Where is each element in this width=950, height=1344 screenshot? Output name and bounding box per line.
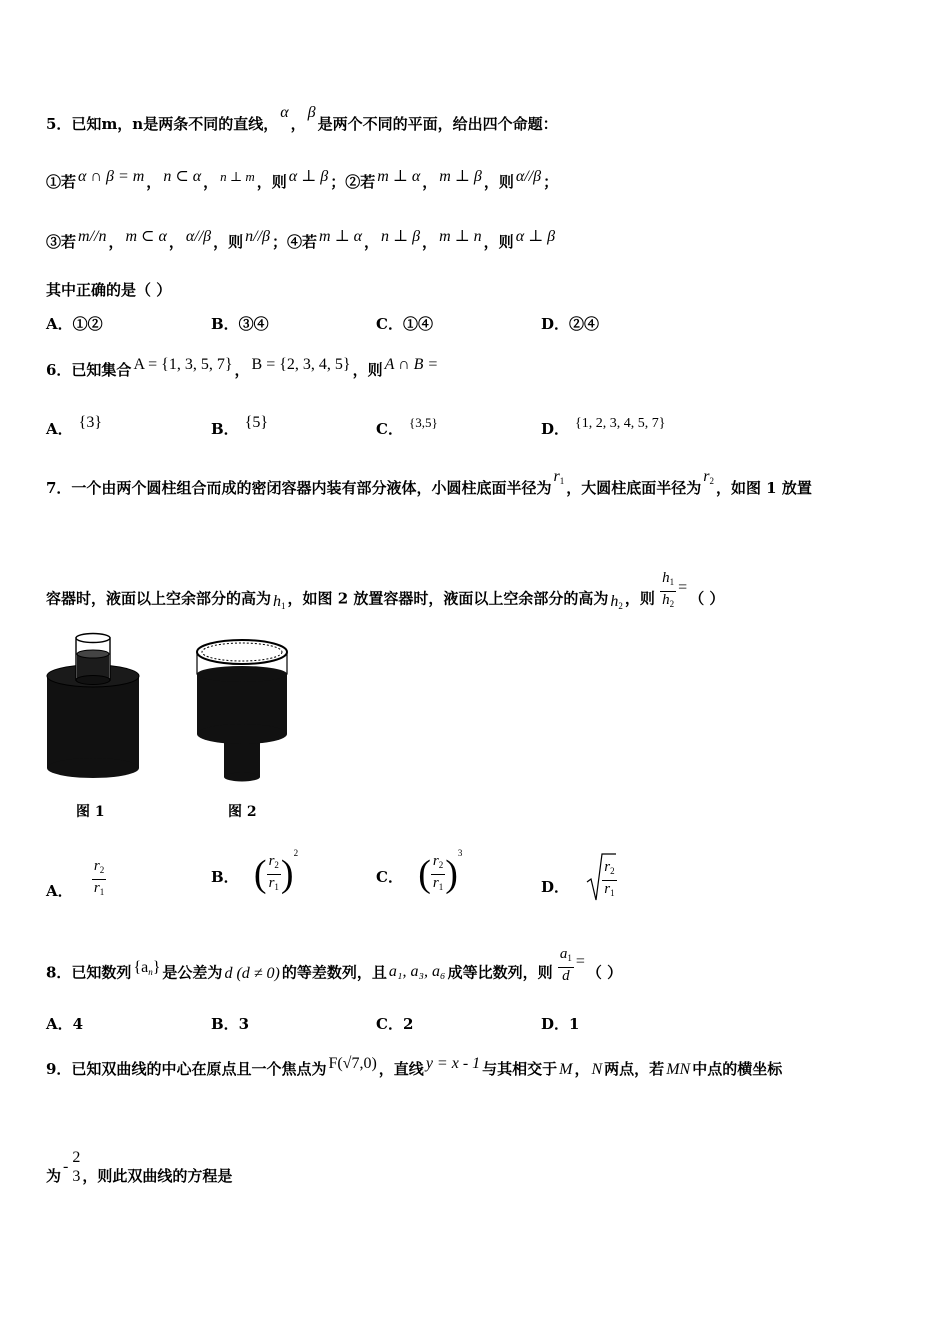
q5-option-d[interactable]: D．②④ bbox=[541, 315, 600, 333]
figure-1-container bbox=[44, 632, 144, 782]
q8-option-a[interactable]: A．4 bbox=[46, 1015, 84, 1033]
q7-stem-line1: 7．一个由两个圆柱组合而成的密闭容器内装有部分液体，小圆柱底面半径为$r_1$ ，大圆柱底面半径为$r_2$ ，如图 1 放置 bbox=[46, 468, 812, 497]
figure-2-caption: 图 2 bbox=[228, 804, 257, 820]
q9-stem-line1: 9．已知双曲线的中心在原点且一个焦点为 F(√7,0) ，直线 y = x - 1 与其相交于 M ， N 两点，若 MN 中点的横坐标 bbox=[46, 1055, 783, 1078]
q7-option-a[interactable]: A． $\frac{r_2}{r_1}$ bbox=[46, 858, 105, 900]
q6-option-b[interactable]: B． {5} bbox=[211, 414, 269, 438]
q8-option-c[interactable]: C．2 bbox=[376, 1015, 414, 1033]
q5-option-a[interactable]: A．①② bbox=[46, 315, 103, 333]
q8-ratio-fraction: $\frac{a_1}{d}$ bbox=[559, 946, 572, 984]
q5-question: 其中正确的是（ ） bbox=[46, 281, 172, 299]
figure-2-container bbox=[194, 632, 294, 782]
q8-option-d[interactable]: D．1 bbox=[541, 1015, 580, 1033]
q9-stem-line2: 为- 2 3 ，则此双曲线的方程是 bbox=[46, 1149, 233, 1185]
q7-stem-line2: 容器时，液面以上空余部分的高为 $h_1$ ，如图 2 放置容器时，液面以上空余部分的高为 $h_2$ ，则 $\frac{h_1}{h_2}$ =（ ） bbox=[46, 578, 920, 621]
q8-option-b[interactable]: B．3 bbox=[211, 1015, 250, 1033]
q7-ratio-fraction: $\frac{h_1}{h_2}$ bbox=[662, 570, 675, 609]
figure-1-caption: 图 1 bbox=[76, 804, 105, 820]
q6-stem: 6．已知集合 A = {1, 3, 5, 7} ， B = {2, 3, 4, 5} ，则 A ∩ B = bbox=[46, 356, 439, 379]
q7-option-c[interactable]: C． ( $\frac{r_2}{r_1}$ )$^3$ bbox=[376, 848, 463, 895]
q5-option-c[interactable]: C．①④ bbox=[376, 315, 433, 333]
q5-option-b[interactable]: B．③④ bbox=[211, 315, 269, 333]
q6-option-d[interactable]: D． {1, 2, 3, 4, 5, 7} bbox=[541, 416, 666, 438]
q7-option-d[interactable]: D． $\frac{r_2}{r_1}$ bbox=[541, 852, 617, 904]
q6-option-a[interactable]: A． {3} bbox=[46, 414, 102, 438]
q6-option-c[interactable]: C． {3,5} bbox=[376, 415, 438, 438]
q7-option-b[interactable]: B． ( $\frac{r_2}{r_1}$ )$^2$ bbox=[211, 848, 299, 895]
q5-propositions-1-2: ①若 α ∩ β = m ， n ⊂ α ， n ⊥ m ，则 α ⊥ β ；②若 m ⊥ α ， m ⊥ β ，则 α//β ； bbox=[46, 168, 559, 191]
q8-stem: 8．已知数列 $\{a_n\}$ 是公差为 d (d ≠ 0) 的等差数列，且 a₁, a₃, a₆ 成等比数列，则 $\frac{a_1}{d}$ =（ ） bbox=[46, 946, 623, 984]
q5-stem: 5．已知m，n是两条不同的直线，α，β是两个不同的平面，给出四个命题： bbox=[46, 104, 558, 133]
q5-propositions-3-4: ③若 m//n ， m ⊂ α ， α//β ，则 n//β ；④若 m ⊥ α ， n ⊥ β ， m ⊥ n ，则 α ⊥ β bbox=[46, 228, 556, 251]
